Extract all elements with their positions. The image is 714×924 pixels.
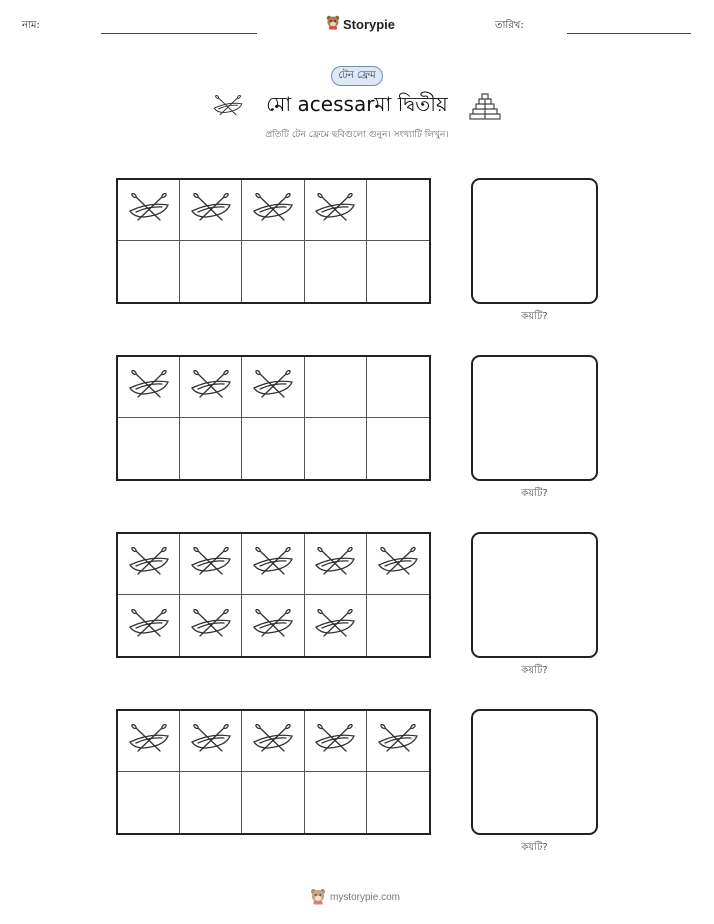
- ten-frame-cell: [242, 595, 304, 656]
- ten-frame: [116, 709, 431, 835]
- ten-frame-cell: [118, 180, 180, 241]
- ten-frame-cell: [180, 357, 242, 418]
- ten-frame-cell: [242, 534, 304, 595]
- ten-frame-cell: [367, 534, 429, 595]
- footer-url: mystorypie.com: [330, 892, 401, 903]
- ten-frame-cell: [305, 711, 367, 772]
- canoe-with-paddles-icon: [189, 724, 233, 758]
- ten-frame-cell: [180, 772, 242, 833]
- ten-frame-cell: [367, 241, 429, 302]
- canoe-with-paddles-icon: [313, 547, 357, 581]
- ten-frame-cell: [180, 595, 242, 656]
- canoe-with-paddles-icon: [251, 609, 295, 643]
- ten-frame-cell: [305, 180, 367, 241]
- ten-frame-cell: [305, 772, 367, 833]
- canoe-with-paddles-icon: [313, 724, 357, 758]
- ten-frame-cell: [180, 241, 242, 302]
- canoe-with-paddles-icon: [189, 370, 233, 404]
- how-many-label: কয়টি?: [521, 665, 548, 676]
- ten-frame: [116, 355, 431, 481]
- canoe-with-paddles-icon: [313, 609, 357, 643]
- name-label: নাম:: [22, 20, 40, 31]
- date-label: তারিখ:: [495, 20, 524, 31]
- page-title: মো acessarমা দ্বিতীয়: [266, 92, 448, 116]
- canoe-with-paddles-icon: [251, 370, 295, 404]
- answer-box[interactable]: [471, 709, 598, 835]
- ten-frame-cell: [242, 711, 304, 772]
- ten-frame-cell: [180, 711, 242, 772]
- ten-frame-cell: [118, 357, 180, 418]
- ten-frame-cell: [305, 595, 367, 656]
- canoe-with-paddles-icon: [313, 193, 357, 227]
- instructions: প্রতিটি টেন ফ্রেমে ছবিগুলো গুনুন। সংখ্যাটি লিখুন।: [265, 130, 449, 140]
- date-field[interactable]: [567, 33, 691, 34]
- ten-frame-cell: [118, 534, 180, 595]
- ten-frame-cell: [305, 357, 367, 418]
- ten-frame-cell: [118, 418, 180, 479]
- ten-frame-cell: [118, 595, 180, 656]
- how-many-label: কয়টি?: [521, 311, 548, 322]
- ten-frame: [116, 532, 431, 658]
- ten-frame-cell: [367, 180, 429, 241]
- canoe-with-paddles-icon: [251, 724, 295, 758]
- ten-frame-cell: [242, 241, 304, 302]
- canoe-with-paddles-icon: [189, 609, 233, 643]
- worksheet-tag: টেন ফ্রেম: [331, 66, 382, 86]
- how-many-label: কয়টি?: [521, 842, 548, 853]
- ten-frame-cell: [242, 357, 304, 418]
- brand-logo: [326, 14, 395, 34]
- ten-frame-cell: [118, 711, 180, 772]
- ten-frame-cell: [242, 772, 304, 833]
- ten-frame-cell: [367, 357, 429, 418]
- ten-frame-cell: [367, 772, 429, 833]
- canoe-with-paddles-icon: [251, 547, 295, 581]
- ten-frame-cell: [242, 418, 304, 479]
- answer-box[interactable]: [471, 178, 598, 304]
- ten-frame: [116, 178, 431, 304]
- ten-frame-cell: [305, 418, 367, 479]
- canoe-with-paddles-icon: [376, 547, 420, 581]
- answer-box[interactable]: [471, 532, 598, 658]
- ten-frame-cell: [367, 711, 429, 772]
- ten-frame-cell: [305, 241, 367, 302]
- ten-frame-cell: [305, 534, 367, 595]
- name-field[interactable]: [101, 33, 257, 34]
- ten-frame-cell: [180, 180, 242, 241]
- canoe-with-paddles-icon: [189, 547, 233, 581]
- canoe-with-paddles-icon: [127, 724, 171, 758]
- ten-frame-cell: [180, 534, 242, 595]
- ten-frame-cell: [242, 180, 304, 241]
- ten-frame-cell: [367, 595, 429, 656]
- bear-mascot-icon: [310, 887, 326, 908]
- ten-frame-cell: [367, 418, 429, 479]
- ten-frame-cell: [180, 418, 242, 479]
- bear-mascot-icon: [326, 14, 340, 34]
- stepped-pyramid-icon: [468, 92, 502, 124]
- canoe-with-paddles-icon: [127, 547, 171, 581]
- canoe-with-paddles-icon: [127, 193, 171, 227]
- canoe-with-paddles-icon: [127, 609, 171, 643]
- canoe-with-paddles-icon: [251, 193, 295, 227]
- answer-box[interactable]: [471, 355, 598, 481]
- canoe-with-paddles-icon: [127, 370, 171, 404]
- ten-frame-cell: [118, 241, 180, 302]
- brand-name: Storypie: [343, 16, 396, 32]
- ten-frame-cell: [118, 772, 180, 833]
- canoe-with-paddles-icon: [189, 193, 233, 227]
- footer: [310, 887, 400, 908]
- how-many-label: কয়টি?: [521, 488, 548, 499]
- canoe-with-paddles-icon: [212, 95, 244, 121]
- canoe-with-paddles-icon: [376, 724, 420, 758]
